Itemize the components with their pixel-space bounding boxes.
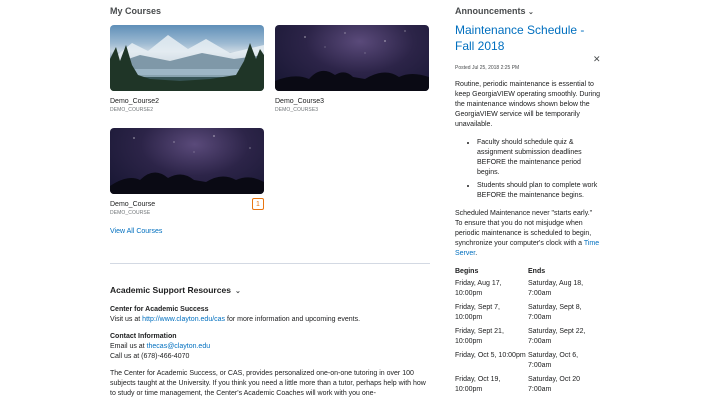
center-heading: Center for Academic Success bbox=[110, 306, 209, 313]
night-sky-illustration bbox=[275, 25, 429, 91]
course-image-night[interactable] bbox=[110, 128, 264, 194]
table-row bbox=[455, 375, 601, 399]
announcement-title[interactable]: Maintenance Schedule - Fall 2018 bbox=[455, 23, 585, 53]
academic-support-title[interactable] bbox=[110, 285, 430, 297]
course-code: DEMO_COURSE3 bbox=[275, 107, 319, 113]
announcements-header[interactable] bbox=[455, 6, 534, 16]
list-item: • Faculty should schedule quiz & assignment submission deadlines BEFORE the maintenance period begins. bbox=[477, 138, 601, 178]
visit-prefix: Visit us at bbox=[110, 316, 143, 323]
table-header-row bbox=[455, 267, 601, 279]
cas-website-link[interactable]: http://www.clayton.edu/cas bbox=[142, 316, 226, 323]
view-all-courses-link[interactable]: View All Courses bbox=[110, 228, 163, 235]
ends-cell: Saturday, Sept 8, 7:00am bbox=[528, 304, 582, 321]
ends-header: Ends bbox=[528, 268, 546, 275]
announcement-body bbox=[455, 80, 601, 399]
list-item: • Students should plan to complete work BEFORE the maintenance begins. bbox=[477, 181, 601, 201]
course-image-mountain[interactable] bbox=[110, 25, 264, 91]
academic-support-widget bbox=[110, 285, 430, 406]
announcement-note bbox=[455, 209, 601, 259]
table-row bbox=[455, 351, 601, 375]
begins-cell: Friday, Aug 17, 10:00pm bbox=[455, 280, 502, 297]
announcement-intro: Routine, periodic maintenance is essential to keep GeorgiaVIEW operating smoothly. During the maintenance windows shown below the GeorgiaVIEW service will be temporarily unavailable. bbox=[455, 81, 600, 128]
cas-description: The Center for Academic Success, or CAS, provides personalized one-on-one tutoring in over 100 subjects taught at the University. If you think you need a little more than a tutor, perhaps help with how to study or time management, the Center's Academic Coaches will work with you one- bbox=[110, 370, 426, 397]
email-line bbox=[110, 342, 430, 352]
begins-cell: Friday, Oct 5, 10:00pm bbox=[455, 352, 526, 359]
begins-cell: Friday, Oct 19, 10:00pm bbox=[455, 376, 501, 393]
time-server-link[interactable]: Time Server bbox=[455, 240, 600, 257]
begins-cell: Friday, Sept 21, 10:00pm bbox=[455, 328, 504, 345]
visit-suffix: for more information and upcoming events. bbox=[225, 316, 361, 323]
maintenance-schedule-table bbox=[455, 267, 601, 399]
close-icon[interactable]: ✕ bbox=[593, 54, 601, 64]
phone-line: Call us at (678)-466-4070 bbox=[110, 353, 190, 360]
course-code: DEMO_COURSE2 bbox=[110, 107, 154, 113]
note-suffix: . bbox=[475, 250, 478, 257]
night-sky-illustration bbox=[110, 128, 264, 194]
note-prefix: Scheduled Maintenance never "starts early." To ensure that you do not misjudge when periodic maintenance is scheduled to begin, synchronize your computer's clock with a bbox=[455, 210, 593, 247]
course-card-demo-course3[interactable] bbox=[275, 25, 429, 113]
course-code: DEMO_COURSE bbox=[110, 210, 151, 216]
posted-date: Posted Jul 25, 2018 2:25 PM bbox=[455, 65, 520, 71]
ends-cell: Saturday, Aug 18, 7:00am bbox=[528, 280, 584, 297]
course-card-demo-course2[interactable] bbox=[110, 25, 264, 113]
course-name[interactable]: Demo_Course3 bbox=[275, 98, 325, 105]
mountain-illustration bbox=[110, 25, 264, 91]
academic-support-title-text: Academic Support Resources bbox=[110, 285, 231, 295]
cas-email-link[interactable]: thecas@clayton.edu bbox=[146, 343, 211, 350]
contact-heading: Contact Information bbox=[110, 333, 177, 340]
course-card-demo-course[interactable] bbox=[110, 128, 264, 216]
section-divider bbox=[110, 263, 430, 264]
announcement-bullets bbox=[455, 138, 601, 201]
visit-line bbox=[110, 315, 430, 325]
course-name[interactable]: Demo_Course2 bbox=[110, 98, 160, 105]
ends-cell: Saturday, Sept 22, 7:00am bbox=[528, 328, 586, 345]
table-row bbox=[455, 327, 601, 351]
table-row bbox=[455, 279, 601, 303]
ends-cell: Saturday, Oct 6, 7:00am bbox=[528, 352, 579, 369]
ends-cell: Saturday, Oct 20 7:00am bbox=[528, 376, 581, 393]
announcements-header-text: Announcements bbox=[455, 6, 526, 16]
table-row bbox=[455, 303, 601, 327]
chevron-down-icon[interactable]: ⌄ bbox=[234, 288, 241, 295]
course-image-night[interactable] bbox=[275, 25, 429, 91]
course-name[interactable]: Demo_Course bbox=[110, 201, 156, 208]
begins-cell: Friday, Sept 7, 10:00pm bbox=[455, 304, 501, 321]
email-prefix: Email us at bbox=[110, 343, 147, 350]
my-courses-title: My Courses bbox=[110, 6, 162, 16]
begins-header: Begins bbox=[455, 268, 479, 275]
chevron-down-icon[interactable]: ⌄ bbox=[528, 9, 534, 16]
notification-badge[interactable]: 1 bbox=[252, 198, 264, 210]
